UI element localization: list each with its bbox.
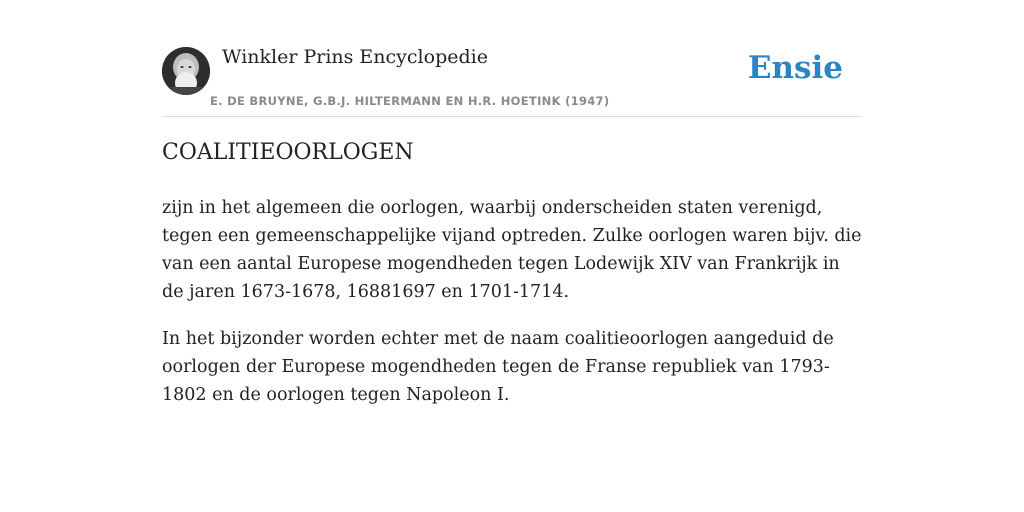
article-title: COALITIEOORLOGEN: [162, 140, 414, 165]
article-paragraph: zijn in het algemeen die oorlogen, waarbij onderscheiden staten verenigd, tegen een gemeenschappelijke vijand optreden. Zulke oorlogen waren bijv. die van een aantal Europese mogendheden tegen Lodewijk XIV van Frankrijk in de jaren 1673-1678, 16881697 en 1701-1714.: [162, 198, 862, 302]
authors-line: E. DE BRUYNE, G.B.J. HILTERMANN EN H.R. HOETINK (1947): [210, 94, 610, 108]
publication-title[interactable]: Winkler Prins Encyclopedie: [222, 46, 488, 68]
avatar: [162, 47, 210, 95]
article-body: [162, 194, 862, 428]
article-paragraph: In het bijzonder worden echter met de naam coalitieoorlogen aangeduid de oorlogen der Europese mogendheden tegen de Franse republiek van 1793-1802 en de oorlogen tegen Napoleon I.: [162, 329, 834, 405]
header: [162, 44, 862, 117]
author-portrait-icon: [162, 47, 210, 95]
site-logo[interactable]: Ensie: [747, 50, 843, 86]
